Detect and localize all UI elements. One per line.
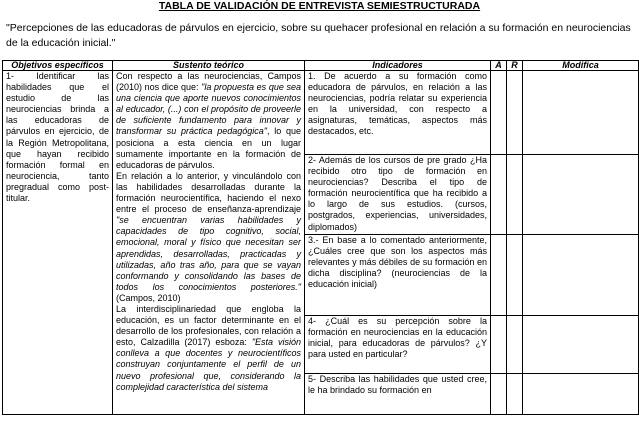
document-subtitle: "Percepciones de las educadoras de párvulos en ejercicio, sobre su quehacer profesional en relación a su formación en neurociencias de la educación inicial." [6,22,631,49]
sustento-p1-quote: "la propuesta es que sea una ciencia que aporte nuevos conocimientos al educador, (...) con el propósito de proveerle de suficiente fundamento para innovar y transformar su práctica pedagógica" [116,82,302,137]
header-a: A [491,61,507,71]
cell-modifica-1 [523,71,639,155]
cell-r-4 [507,316,523,374]
cell-r-3 [507,235,523,316]
cell-r-1 [507,71,523,155]
sustento-p2-text: En relación a lo anterior, y vinculándolo con las habilidades desarrolladas durante la formación neurocientífica, haciendo el nexo entre el proceso de enseñanza-aprendizaje [116,170,301,215]
sustento-p2-end: (Campos, 2010) [116,292,181,303]
cell-a-4 [491,316,507,374]
indicador-5: 5- Describa las habilidades que usted cree, le ha brindado su formación en [305,374,491,415]
sustento-p3-text: La interdisciplinariedad que engloba la educación, es un factor determinante en el desarrollo de los profesionales, con relación a esto, Calzadilla (2017) esboza: [116,303,301,348]
cell-r-2 [507,155,523,235]
sustento-p2-quote: "se encuentran varias habilidades y capacidades de tipo cognitivo, social, emocional, moral y físico que necesitan ser aprendidas, desarrolladas, practicadas y utilizadas, año tras año, para que se vayan conformando y consolidando las bases de todos los conocimientos posteriores." [116,215,301,292]
document-title: TABLA DE VALIDACIÓN DE ENTREVISTA SEMIESTRUCTURADA [158,0,481,12]
header-r: R [507,61,523,71]
sustento-paragraph-2 [116,171,301,304]
cell-a-2 [491,155,507,235]
indicador-3: 3.- En base a lo comentado anteriormente, ¿Cuáles cree que son los aspectos más relevantes y más débiles de su formación en dicha disciplina? (neurociencias de la educación inicial) [305,235,491,316]
sustento-p1-end: , lo que posiciona a esta ciencia en un lugar sumamente importante en la formación de educadoras de párvulos. [116,126,301,170]
cell-modifica-2 [523,155,639,235]
sustento-p3-quote: "Esta visión conlleva a que docentes y neurocientíficos construyan conjuntamente el perfil de un nuevo profesional que, considerando la complejidad característica del sistema [116,337,301,392]
sustento-p1-text: Con respecto a las neurociencias, Campos (2010) nos dice que: [116,71,301,93]
cell-modifica-3 [523,235,639,316]
cell-modifica-4 [523,316,639,374]
cell-a-3 [491,235,507,316]
objetivo-cell [3,71,113,415]
indicador-2: 2- Además de los cursos de pre grado ¿Ha recibido otro tipo de formación en neurociencias? Describa el tipo de formación neurocientífica que ha recibido a lo largo de sus estudios. (cursos, postgrados, experiencias, universidades, diplomados) [305,155,491,235]
cell-modifica-5 [523,374,639,415]
header-sustento: Sustento teórico [113,61,305,71]
sustento-cell [113,71,305,415]
table-header-row [3,61,639,71]
cell-a-5 [491,374,507,415]
header-modifica: Modifica [523,61,639,71]
cell-r-5 [507,374,523,415]
table-row [3,71,639,155]
objetivo-text: 1- Identificar las habilidades que el estudio de las neurociencias brinda a las educadoras de párvulos en ejercicio, de la Región Metropolitana, que hayan recibido formación formal en neurociencia, tanto pregradual como post-titular. [6,71,109,204]
header-indicadores: Indicadores [305,61,491,71]
validation-table [2,60,639,415]
header-objetivos: Objetivos específicos [3,61,113,71]
sustento-paragraph-1 [116,71,301,171]
cell-a-1 [491,71,507,155]
sustento-paragraph-3 [116,304,301,393]
indicador-1: 1. De acuerdo a su formación como educadora de párvulos, en relación a las neurociencias, podría relatar su experiencia en la universidad, con respecto a asignaturas, temáticas, aspectos más destacados, etc. [305,71,491,155]
indicador-4: 4- ¿Cuál es su percepción sobre la formación en neurociencias en la educación inicial, para educadoras de párvulos? ¿Y para usted en particular? [305,316,491,374]
